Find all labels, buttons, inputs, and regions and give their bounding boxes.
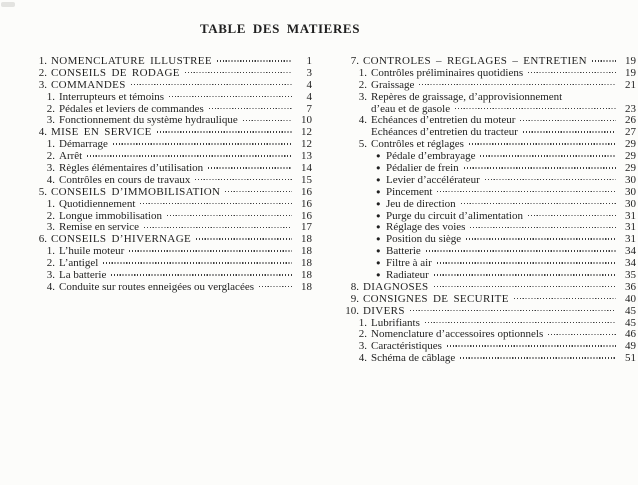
page-number: 30 <box>625 173 636 186</box>
page-number: 12 <box>301 126 312 139</box>
toc-row <box>342 294 636 306</box>
page-number: 1 <box>306 55 312 67</box>
toc-row <box>342 306 636 318</box>
item-label: Pédalier de frein <box>386 162 459 175</box>
page-number: 30 <box>625 185 636 198</box>
item-label: Filtre à air <box>386 257 432 270</box>
item-number: 1. <box>358 316 367 329</box>
page-number: 36 <box>625 280 636 293</box>
item-label: CONTROLES – REGLAGES – ENTRETIEN <box>363 55 587 67</box>
item-label: Contrôles en cours de travaux <box>59 173 191 186</box>
item-number: 9. <box>350 292 359 305</box>
page-number: 29 <box>625 138 636 151</box>
page-number: 26 <box>625 114 636 127</box>
item-number: 2. <box>46 150 55 163</box>
item-number: 1. <box>46 197 55 210</box>
page-number: 18 <box>301 233 312 246</box>
item-label: Règles élémentaires d’utilisation <box>59 162 204 175</box>
toc-row <box>342 353 636 365</box>
item-number: 1. <box>358 66 367 79</box>
page-number: 34 <box>625 245 636 258</box>
bullet-icon: ● <box>376 186 381 196</box>
item-number: 1. <box>38 55 47 67</box>
page-number: 31 <box>625 209 636 222</box>
item-number: 8. <box>350 280 359 293</box>
item-number: 1. <box>46 138 55 151</box>
item-label: Graissage <box>371 78 415 91</box>
bullet-icon: ● <box>376 246 381 256</box>
page-number: 15 <box>301 173 312 186</box>
page-number: 45 <box>625 316 636 329</box>
toc-row <box>30 187 312 199</box>
item-number: 2. <box>46 102 55 115</box>
item-label: DIVERS <box>363 304 405 317</box>
item-label: d’eau et de gasole <box>371 102 451 115</box>
item-label: Remise en service <box>59 221 140 234</box>
item-number: 6. <box>38 233 47 246</box>
page-number: 29 <box>625 162 636 175</box>
toc-row <box>342 175 636 187</box>
item-label: Interrupteurs et témoins <box>59 90 165 103</box>
toc-column-left <box>30 56 312 294</box>
item-number: 7. <box>350 55 359 67</box>
item-number: 4. <box>358 114 367 127</box>
item-label: L’antigel <box>59 257 99 270</box>
item-label: Démarrage <box>59 138 108 151</box>
page-number: 35 <box>625 269 636 282</box>
item-number: 2. <box>46 209 55 222</box>
item-number: 3. <box>46 269 55 282</box>
item-label: Pédales et leviers de commandes <box>59 102 204 115</box>
item-label: CONSEILS D’IMMOBILISATION <box>51 185 221 198</box>
item-label: Nomenclature d’accessoires optionnels <box>371 328 544 341</box>
item-label: MISE EN SERVICE <box>51 126 152 139</box>
item-number: 1. <box>46 90 55 103</box>
item-label: Batterie <box>386 245 421 258</box>
bullet-icon: ● <box>376 258 381 268</box>
item-label: CONSEILS D’HIVERNAGE <box>51 233 192 246</box>
page-number: 10 <box>301 114 312 127</box>
item-number: 2. <box>358 78 367 91</box>
page-title: TABLE DES MATIERES <box>199 21 361 36</box>
item-label: Radiateur <box>386 269 429 282</box>
item-label: Contrôles et réglages <box>371 138 464 151</box>
page-number: 4 <box>306 90 312 103</box>
bullet-icon: ● <box>376 270 381 280</box>
item-label: Longue immobilisation <box>59 209 162 222</box>
page-number: 16 <box>301 209 312 222</box>
item-label: Contrôles préliminaires quotidiens <box>371 66 524 79</box>
toc-row <box>342 199 636 211</box>
page-number: 18 <box>301 269 312 282</box>
item-number: 4. <box>46 173 55 186</box>
toc-row <box>30 175 312 187</box>
item-label: Caractéristiques <box>371 340 442 353</box>
page-number: 40 <box>625 292 636 305</box>
page-number: 16 <box>301 185 312 198</box>
bullet-icon: ● <box>376 234 381 244</box>
item-label: Repères de graissage, d’approvisionnement <box>371 90 563 103</box>
page-number: 34 <box>625 257 636 270</box>
toc-row <box>342 68 636 80</box>
item-label: DIAGNOSES <box>363 280 429 293</box>
item-number: 2. <box>38 66 47 79</box>
page-number: 23 <box>625 102 636 115</box>
page-number: 46 <box>625 328 636 341</box>
toc-row <box>342 92 636 104</box>
bullet-icon: ● <box>376 198 381 208</box>
item-label: CONSEILS DE RODAGE <box>51 66 180 79</box>
page-number: 31 <box>625 221 636 234</box>
item-label: Pédale d’embrayage <box>386 150 476 163</box>
page-number: 51 <box>625 352 636 365</box>
page-number: 45 <box>625 304 636 317</box>
item-number: 10. <box>345 304 359 317</box>
item-number: 1. <box>46 245 55 258</box>
item-label: Quotidiennement <box>59 197 136 210</box>
item-number: 4. <box>46 280 55 293</box>
item-label: Echéances d’entretien du tracteur <box>371 126 518 139</box>
toc-row <box>30 282 312 294</box>
page-number: 14 <box>301 162 312 175</box>
item-number: 4. <box>38 126 47 139</box>
item-label: NOMENCLATURE ILLUSTREE <box>51 55 212 67</box>
toc-row <box>30 80 312 92</box>
page-number: 7 <box>306 102 312 115</box>
item-number: 5. <box>358 138 367 151</box>
toc-row <box>30 199 312 211</box>
page-number: 18 <box>301 245 312 258</box>
page-number: 3 <box>306 66 312 79</box>
page-number: 19 <box>625 66 636 79</box>
item-label: Fonctionnement du système hydraulique <box>59 114 238 127</box>
page-number: 31 <box>625 233 636 246</box>
page-number: 12 <box>301 138 312 151</box>
item-label: Purge du circuit d’alimentation <box>386 209 523 222</box>
page-number: 19 <box>625 55 636 67</box>
item-label: La batterie <box>59 269 107 282</box>
page-number: 18 <box>301 257 312 270</box>
toc-column-right <box>342 56 636 365</box>
item-number: 3. <box>46 221 55 234</box>
item-number: 3. <box>358 90 367 103</box>
toc-row <box>342 187 636 199</box>
bullet-icon: ● <box>376 163 381 173</box>
item-label: Pincement <box>386 185 433 198</box>
toc-row <box>342 80 636 92</box>
item-label: L’huile moteur <box>59 245 125 258</box>
item-label: Jeu de direction <box>386 197 456 210</box>
item-label: Levier d’accélérateur <box>386 173 480 186</box>
item-label: Schéma de câblage <box>371 352 456 365</box>
page-number: 17 <box>301 221 312 234</box>
item-label: COMMANDES <box>51 78 126 91</box>
page-number: 49 <box>625 340 636 353</box>
item-number: 3. <box>358 340 367 353</box>
page-number: 4 <box>306 78 312 91</box>
item-label: Position du siège <box>386 233 462 246</box>
page-number: 16 <box>301 197 312 210</box>
page-number: 27 <box>625 126 636 139</box>
item-label: Lubrifiants <box>371 316 420 329</box>
scan-artifact <box>1 2 15 7</box>
page-number: 30 <box>625 197 636 210</box>
item-label: Echéances d’entretien du moteur <box>371 114 516 127</box>
bullet-icon: ● <box>376 210 381 220</box>
bullet-icon: ● <box>376 222 381 232</box>
item-label: Réglage des voies <box>386 221 466 234</box>
item-number: 3. <box>46 162 55 175</box>
item-number: 3. <box>38 78 47 91</box>
toc-row <box>30 68 312 80</box>
toc-row <box>30 92 312 104</box>
item-number: 2. <box>358 328 367 341</box>
page-number: 29 <box>625 150 636 163</box>
page-number: 18 <box>301 280 312 293</box>
item-number: 4. <box>358 352 367 365</box>
bullet-icon: ● <box>376 151 381 161</box>
item-label: Conduite sur routes enneigées ou verglacées <box>59 280 254 293</box>
item-number: 5. <box>38 185 47 198</box>
item-label: Arrêt <box>59 150 83 163</box>
item-number: 2. <box>46 257 55 270</box>
page-number: 13 <box>301 150 312 163</box>
item-label: CONSIGNES DE SECURITE <box>363 292 509 305</box>
bullet-icon: ● <box>376 174 381 184</box>
item-number: 3. <box>46 114 55 127</box>
page-number: 21 <box>625 78 636 91</box>
